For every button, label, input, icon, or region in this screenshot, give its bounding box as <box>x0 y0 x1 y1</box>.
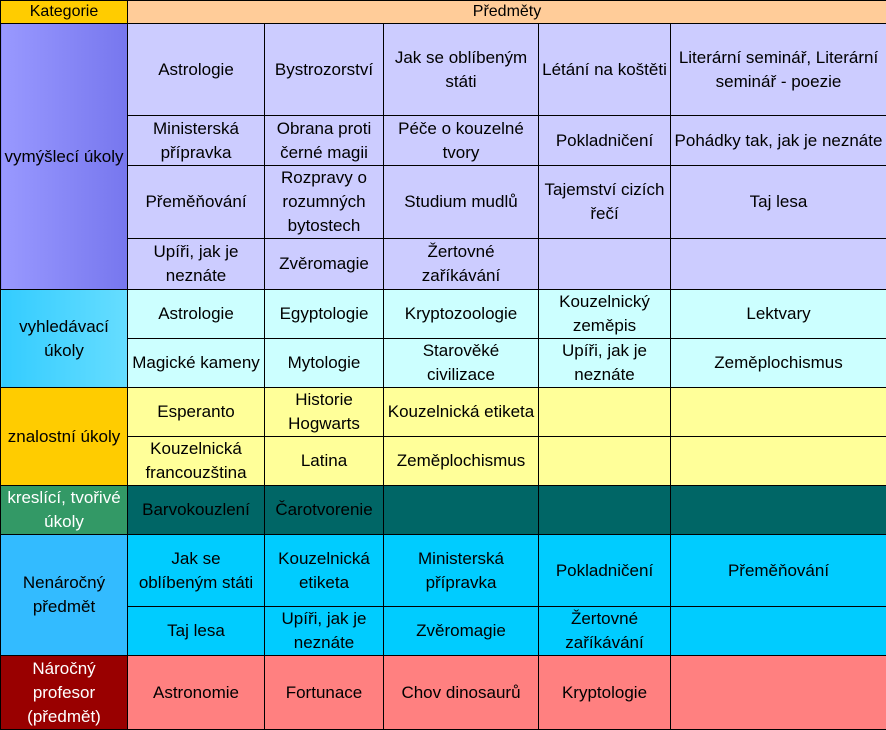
subject-cell <box>671 239 886 290</box>
subject-cell <box>671 656 886 730</box>
subject-cell: Zeměplochismus <box>671 339 886 388</box>
table-row <box>1 656 886 730</box>
subject-cell: Létání na koštěti <box>539 24 671 116</box>
subject-cell: Žertovné zaříkávání <box>384 239 539 290</box>
subject-cell: Rozpravy o rozumných bytostech <box>265 166 384 239</box>
table-row <box>1 339 886 388</box>
subject-cell: Kryptologie <box>539 656 671 730</box>
table-row <box>1 166 886 239</box>
subject-cell: Egyptologie <box>265 290 384 339</box>
category-cell: Náročný profesor (předmět) <box>1 656 128 730</box>
subject-cell: Přeměňování <box>128 166 265 239</box>
subject-cell: Zvěromagie <box>265 239 384 290</box>
subject-cell: Ministerská přípravka <box>128 116 265 166</box>
subject-cell <box>539 437 671 486</box>
subject-cell <box>671 437 886 486</box>
subject-cell <box>539 486 671 535</box>
table-row <box>1 437 886 486</box>
subject-cell: Starověké civilizace <box>384 339 539 388</box>
subject-cell: Žertovné zaříkávání <box>539 607 671 656</box>
category-cell: vyhledávací úkoly <box>1 290 128 388</box>
subject-cell: Astrologie <box>128 290 265 339</box>
subject-cell: Jak se oblíbeným státi <box>128 535 265 607</box>
table-row <box>1 239 886 290</box>
subject-cell: Astrologie <box>128 24 265 116</box>
subject-cell <box>539 239 671 290</box>
subject-cell: Esperanto <box>128 388 265 437</box>
subject-cell: Fortunace <box>265 656 384 730</box>
table-row <box>1 116 886 166</box>
category-cell: znalostní úkoly <box>1 388 128 486</box>
subject-cell: Kouzelnická etiketa <box>265 535 384 607</box>
table-row <box>1 388 886 437</box>
table-row <box>1 486 886 535</box>
header-subjects: Předměty <box>128 1 886 24</box>
subject-cell: Upíři, jak je neznáte <box>128 239 265 290</box>
header-category: Kategorie <box>1 1 128 24</box>
subject-cell: Přeměňování <box>671 535 886 607</box>
subject-cell: Kouzelnická francouzština <box>128 437 265 486</box>
subject-cell: Pohádky tak, jak je neznáte <box>671 116 886 166</box>
subject-cell: Mytologie <box>265 339 384 388</box>
subject-cell: Lektvary <box>671 290 886 339</box>
table-row <box>1 290 886 339</box>
subject-cell: Obrana proti černé magii <box>265 116 384 166</box>
subject-cell: Historie Hogwarts <box>265 388 384 437</box>
subject-cell: Kouzelnický zeměpis <box>539 290 671 339</box>
subject-cell: Astronomie <box>128 656 265 730</box>
category-cell: kreslící, tvořivé úkoly <box>1 486 128 535</box>
subject-cell: Taj lesa <box>128 607 265 656</box>
subject-cell: Magické kameny <box>128 339 265 388</box>
subject-cell <box>384 486 539 535</box>
subject-cell: Taj lesa <box>671 166 886 239</box>
subject-cell: Latina <box>265 437 384 486</box>
subject-cell: Kryptozoologie <box>384 290 539 339</box>
subject-cell: Zvěromagie <box>384 607 539 656</box>
subject-cell: Kouzelnická etiketa <box>384 388 539 437</box>
subject-cell: Zeměplochismus <box>384 437 539 486</box>
subject-cell: Barvokouzlení <box>128 486 265 535</box>
subject-cell <box>671 486 886 535</box>
subject-cell: Čarotvorenie <box>265 486 384 535</box>
subject-cell: Pokladničení <box>539 116 671 166</box>
subject-cell: Chov dinosaurů <box>384 656 539 730</box>
subject-cell <box>539 388 671 437</box>
subject-cell: Studium mudlů <box>384 166 539 239</box>
subject-cell: Bystrozorství <box>265 24 384 116</box>
subject-cell: Jak se oblíbeným státi <box>384 24 539 116</box>
subject-cell: Upíři, jak je neznáte <box>265 607 384 656</box>
subject-cell: Pokladničení <box>539 535 671 607</box>
category-cell: Nenáročný předmět <box>1 535 128 656</box>
table-row <box>1 535 886 607</box>
table-row <box>1 24 886 116</box>
subject-cell: Upíři, jak je neznáte <box>539 339 671 388</box>
subject-cell: Tajemství cizích řečí <box>539 166 671 239</box>
subject-cell <box>671 607 886 656</box>
subject-cell: Ministerská přípravka <box>384 535 539 607</box>
subject-cell: Péče o kouzelné tvory <box>384 116 539 166</box>
subject-cell: Literární seminář, Literární seminář - poezie <box>671 24 886 116</box>
header-row <box>1 1 886 24</box>
subject-cell <box>671 388 886 437</box>
category-cell: vymýšlecí úkoly <box>1 24 128 290</box>
table-row <box>1 607 886 656</box>
